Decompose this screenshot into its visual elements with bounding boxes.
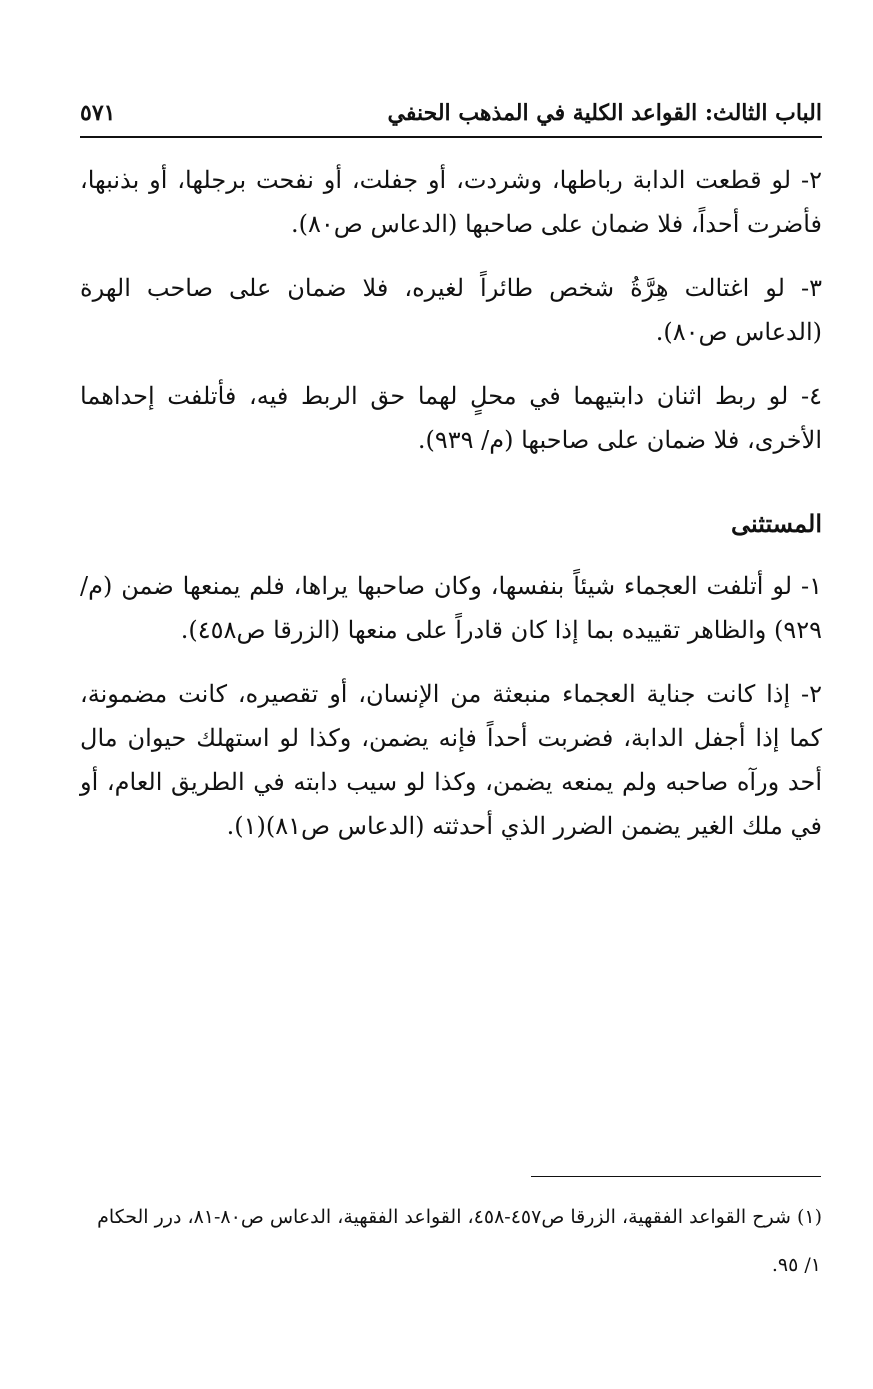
paragraph-item-4: ٤- لو ربط اثنان دابتيهما في محلٍ لهما حق الربط فيه، فأتلفت إحداهما الأخرى، فلا ضمان على صاحبها (م/ ٩٣٩). (80, 382, 822, 454)
chapter-title: الباب الثالث: القواعد الكلية في المذهب الحنفي (387, 100, 822, 126)
paragraph-item-2: ٢- لو قطعت الدابة رباطها، وشردت، أو جفلت، أو نفحت برجلها، أو بذنبها، فأضرت أحداً، فلا ضمان على صاحبها (الدعاس ص٨٠). (80, 166, 822, 238)
page-number: ٥٧١ (80, 100, 116, 126)
exception-item-2: ٢- إذا كانت جناية العجماء منبعثة من الإنسان، أو تقصيره، كانت مضمونة، كما إذا أجفل الدابة، فضربت أحداً فإنه يضمن، وكذا لو استهلك حيوان مال أحد ورآه صاحبه ولم يمنعه يضمن، وكذا لو سيب دابته في الطريق العام، أو في ملك الغير يضمن الضرر الذي أحدثته (الدعاس ص٨١)(١). (80, 680, 822, 840)
running-header (80, 100, 822, 138)
rules-list (80, 158, 822, 462)
footnote-divider (531, 1176, 821, 1177)
footnote-line-2: ١/ ٩٥. (771, 1254, 821, 1276)
paragraph-item-3: ٣- لو اغتالت هِرَّةُ شخص طائراً لغيره، فلا ضمان على صاحب الهرة (الدعاس ص٨٠). (80, 274, 822, 346)
exceptions-list (80, 564, 822, 848)
exception-item-1: ١- لو أتلفت العجماء شيئاً بنفسها، وكان صاحبها يراها، فلم يمنعها ضمن (م/ ٩٢٩) والظاهر تقييده بما إذا كان قادراً على منعها (الزرقا ص٤٥٨). (80, 572, 822, 644)
section-heading-exceptions: المستثنى (731, 509, 822, 538)
footnote-line-1: (١) شرح القواعد الفقهية، الزرقا ص٤٥٧-٤٥٨، القواعد الفقهية، الدعاس ص٨٠-٨١، درر الحكام (97, 1206, 822, 1228)
page-body (80, 100, 822, 868)
